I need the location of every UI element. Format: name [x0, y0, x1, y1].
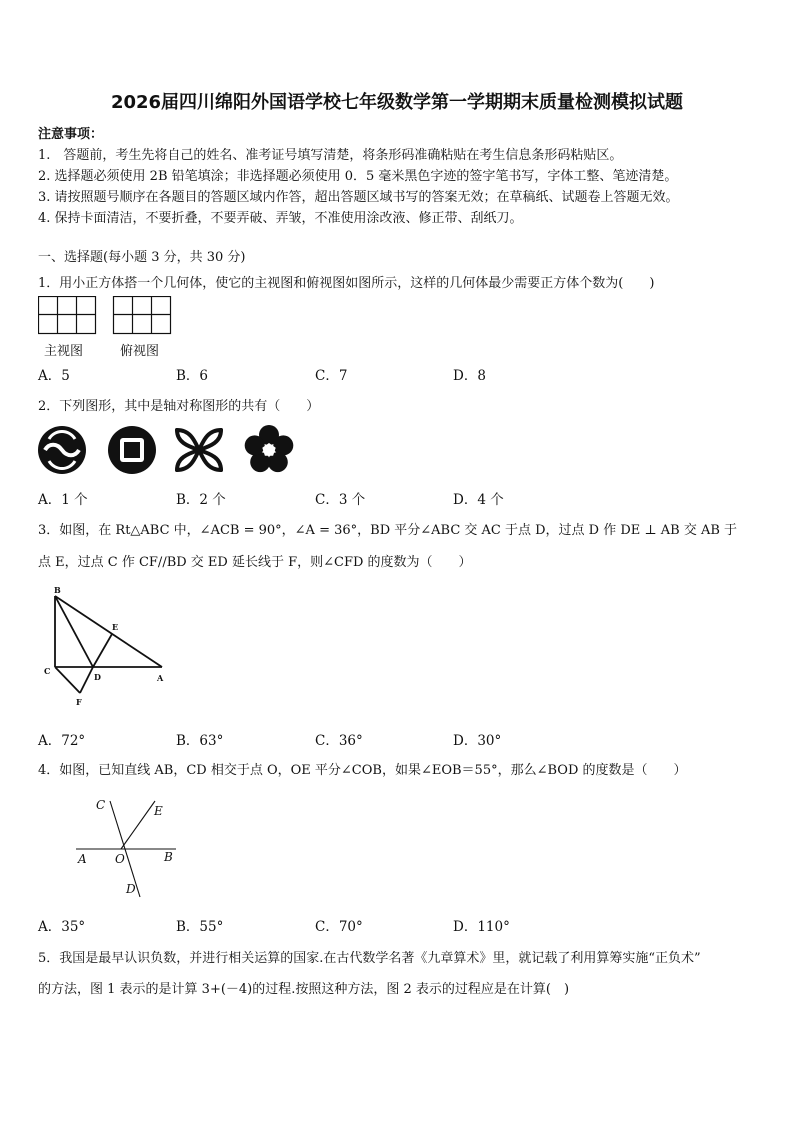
option-b[interactable]: B．6: [176, 368, 209, 384]
option-c[interactable]: C．3 个: [315, 492, 366, 508]
option-a[interactable]: A．1 个: [38, 492, 88, 508]
notice-heading: 注意事项：: [38, 127, 104, 142]
notice-item: 4. 保持卡面清洁，不要折叠，不要弄破、弄皱，不准使用涂改液、修正带、刮纸刀。: [38, 211, 523, 226]
option-c[interactable]: C．70°: [315, 919, 363, 935]
question-5-text-line2: 的方法，图 1 表示的是计算 3+(－4)的过程.按照这种方法，图 2 表示的过程应是在计算( ): [38, 982, 570, 997]
option-b[interactable]: B．2 个: [176, 492, 226, 508]
question-3-triangle-figure: [38, 584, 173, 714]
label-E: E: [154, 804, 163, 818]
front-view-caption: 主视图: [44, 344, 84, 359]
label-O: O: [115, 852, 125, 866]
label-B: B: [54, 585, 61, 595]
label-C: C: [44, 666, 51, 676]
option-b[interactable]: B．55°: [176, 919, 224, 935]
option-a[interactable]: A．5: [38, 368, 70, 384]
swirl-circle-icon: [38, 426, 86, 474]
top-view-caption: 俯视图: [120, 344, 160, 359]
question-4-lines-figure: [72, 793, 182, 903]
option-b[interactable]: B．63°: [176, 733, 224, 749]
option-d[interactable]: D．110°: [453, 919, 510, 935]
notice-item: 3. 请按照题号顺序在各题目的答题区域内作答，超出答题区域书写的答案无效；在草稿纸、试题卷上答题无效。: [38, 190, 679, 205]
question-2-figures: [36, 424, 296, 476]
label-F: F: [76, 697, 82, 707]
question-1-views-figure: [38, 296, 178, 336]
knot-icon: [177, 430, 221, 470]
section-heading: 一、选择题(每小题 3 分，共 30 分): [38, 250, 246, 265]
question-2-text: 2．下列图形，其中是轴对称图形的共有（ ）: [38, 399, 320, 414]
option-d[interactable]: D．30°: [453, 733, 502, 749]
notice-item: 1. 答题前，考生先将自己的姓名、准考证号填写清楚，将条形码准确粘贴在考生信息条形码粘贴区。: [38, 148, 623, 163]
label-A: A: [157, 673, 164, 683]
label-C: C: [96, 798, 106, 812]
question-1-text: 1．用小正方体搭一个几何体，使它的主视图和俯视图如图所示，这样的几何体最少需要正方体个数为( ): [38, 276, 655, 291]
question-3-text-line2: 点 E，过点 C 作 CF//BD 交 ED 延长线于 F，则∠CFD 的度数为（ ）: [38, 555, 472, 570]
label-E: E: [112, 622, 119, 632]
option-a[interactable]: A．72°: [38, 733, 86, 749]
option-d[interactable]: D．4 个: [453, 492, 504, 508]
label-D: D: [126, 882, 136, 896]
question-3-text-line1: 3．如图，在 Rt△ABC 中，∠ACB = 90°，∠A = 36°，BD 平分∠ABC 交 AC 于点 D，过点 D 作 DE ⊥ AB 交 AB 于: [38, 523, 738, 538]
label-A: A: [78, 852, 87, 866]
option-a[interactable]: A．35°: [38, 919, 86, 935]
option-d[interactable]: D．8: [453, 368, 486, 384]
option-c[interactable]: C．36°: [315, 733, 363, 749]
label-D: D: [94, 672, 101, 682]
label-B: B: [164, 850, 173, 864]
page-title: 2026届四川绵阳外国语学校七年级数学第一学期期末质量检测模拟试题: [110, 92, 684, 113]
question-5-text-line1: 5．我国是最早认识负数，并进行相关运算的国家.在古代数学名著《九章算术》里，就记载了利用算筹实施“正负术”: [38, 951, 701, 966]
pentagon-flower-icon: [245, 425, 294, 472]
question-4-text: 4．如图，已知直线 AB，CD 相交于点 O，OE 平分∠COB，如果∠EOB＝55°，那么∠BOD 的度数是（ ）: [38, 763, 687, 778]
coin-icon: [108, 426, 156, 474]
notice-item: 2. 选择题必须使用 2B 铅笔填涂；非选择题必须使用 0．5 毫米黑色字迹的签字笔书写，字体工整、笔迹清楚。: [38, 169, 678, 184]
option-c[interactable]: C．7: [315, 368, 348, 384]
